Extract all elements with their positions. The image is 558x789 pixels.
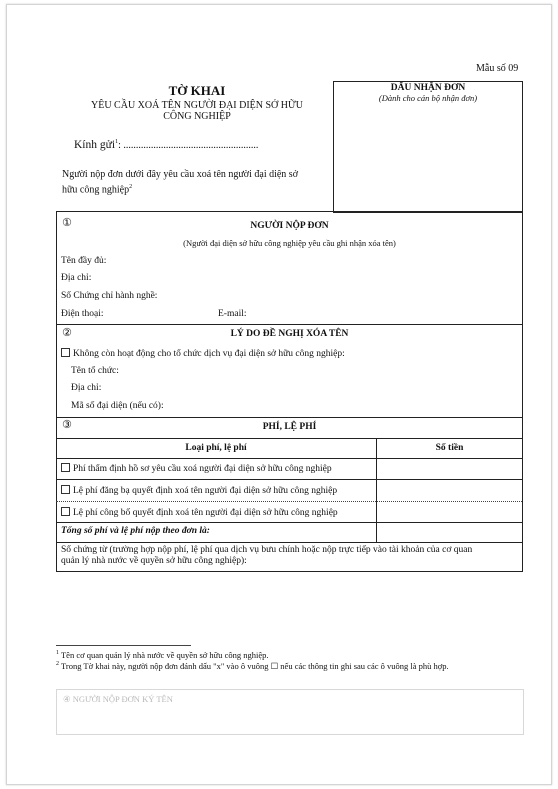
- fee-row[interactable]: [61, 463, 332, 474]
- section1-number-icon: ①: [62, 216, 72, 229]
- section3-number-icon: ③: [62, 418, 72, 431]
- address-label: Địa chỉ:: [61, 273, 92, 283]
- stamp-box-title: DẤU NHẬN ĐƠN: [390, 83, 466, 93]
- receipt-note: [61, 545, 472, 567]
- form-title: TỜ KHAI: [168, 83, 226, 98]
- recipient-dots: : ......................................................: [118, 140, 259, 151]
- footnote-2: [56, 661, 449, 672]
- stamp-box: [333, 81, 523, 213]
- stamp-box-note: (Dành cho cán bộ nhận đơn): [378, 93, 478, 103]
- form-number: Mẫu số 09: [476, 63, 519, 74]
- recipient-label: Kính gửi: [74, 139, 116, 151]
- fee-row[interactable]: [61, 507, 338, 518]
- footnote-separator: [56, 645, 191, 646]
- full-name-label: Tên đầy đủ:: [61, 256, 107, 266]
- form-subtitle-line2: CÔNG NGHIỆP: [163, 111, 231, 122]
- fee-row-label: Lệ phí công bố quyết định xoá tên người đại diện sở hữu công nghiệp: [73, 508, 338, 518]
- fee-row[interactable]: [61, 485, 337, 496]
- footnote-1-text: Tên cơ quan quản lý nhà nước về quyền sở hữu công nghiệp.: [60, 650, 269, 660]
- table-rule: [56, 458, 522, 459]
- fee-column-divider: [376, 438, 377, 542]
- table-rule: [56, 522, 522, 523]
- table-rule: [56, 542, 522, 543]
- table-rule: [56, 479, 522, 480]
- section-divider: [56, 324, 522, 325]
- reason-checkbox[interactable]: [61, 348, 70, 357]
- section1-note: (Người đại diện sở hữu công nghiệp yêu cầu ghi nhận xóa tên): [183, 238, 396, 248]
- section2-title: LÝ DO ĐỀ NGHỊ XÓA TÊN: [230, 329, 349, 339]
- intro-line1: Người nộp đơn dưới đây yêu cầu xoá tên người đại diện sở: [62, 169, 298, 180]
- fee-row-label: Lệ phí đăng bạ quyết định xoá tên người đại diện sở hữu công nghiệp: [73, 486, 338, 496]
- fee-checkbox[interactable]: [61, 463, 70, 472]
- footnote-1-number: 1: [56, 650, 59, 657]
- phone-label: Điện thoại:: [61, 309, 104, 319]
- fee-row-label: Phí thẩm định hồ sơ yêu cầu xoá người đại diện sở hữu công nghiệp: [73, 464, 332, 474]
- form-page: [6, 4, 552, 785]
- table-header-rule: [56, 438, 522, 439]
- receipt-line1: Số chứng từ (trường hợp nộp phí, lệ phí qua dịch vụ bưu chính hoặc nộp trực tiếp vào tài khoản của cơ quan: [61, 545, 473, 555]
- signature-title: NGƯỜI NỘP ĐƠN KÝ TÊN: [72, 694, 173, 704]
- reason-option[interactable]: [61, 348, 345, 359]
- org-name-label: Tên tổ chức:: [71, 366, 119, 376]
- fee-amount-header: Số tiền: [435, 443, 464, 453]
- fee-total-label: Tổng số phí và lệ phí nộp theo đơn là:: [61, 526, 210, 536]
- receipt-line2: quản lý nhà nước về quyền sở hữu công nghiệp):: [61, 556, 247, 566]
- email-label: E-mail:: [218, 309, 247, 319]
- intro-footnote-ref: 2: [129, 184, 133, 190]
- rep-code-label: Mã số đại diện (nếu có):: [71, 401, 164, 411]
- reason-checkbox-label: Không còn hoạt động cho tổ chức dịch vụ đại diện sở hữu công nghiệp:: [73, 349, 345, 359]
- footnote-2-number: 2: [56, 661, 59, 668]
- section1-title: NGƯỜI NỘP ĐƠN: [250, 221, 329, 231]
- fee-type-header: Loại phí, lệ phí: [185, 443, 247, 453]
- intro-text: [62, 169, 298, 196]
- table-rule: [56, 501, 522, 502]
- section-divider: [56, 417, 522, 418]
- org-address-label: Địa chỉ:: [71, 383, 102, 393]
- fee-checkbox[interactable]: [61, 507, 70, 516]
- form-subtitle-line1: YÊU CẦU XOÁ TÊN NGƯỜI ĐẠI DIỆN SỞ HỮU: [91, 100, 303, 111]
- signature-box: [56, 689, 524, 735]
- certificate-label: Số Chứng chỉ hành nghề:: [61, 291, 158, 301]
- form-header: [67, 83, 327, 122]
- footnote-2-text: Trong Tờ khai này, người nộp đơn đánh dấu "x" vào ô vuông ☐ nếu các thông tin ghi sau các ô vuông là phù hợp.: [60, 661, 449, 671]
- intro-line2: hữu công nghiệp: [62, 184, 130, 196]
- section2-number-icon: ②: [62, 326, 72, 339]
- fee-checkbox[interactable]: [61, 485, 70, 494]
- footnote-1: [56, 650, 269, 660]
- recipient-line: [74, 139, 258, 151]
- signature-number-icon: ④: [63, 694, 71, 704]
- signature-label: [63, 694, 173, 705]
- recipient-footnote-ref: 1: [115, 139, 119, 146]
- section3-title: PHÍ, LỆ PHÍ: [262, 422, 317, 432]
